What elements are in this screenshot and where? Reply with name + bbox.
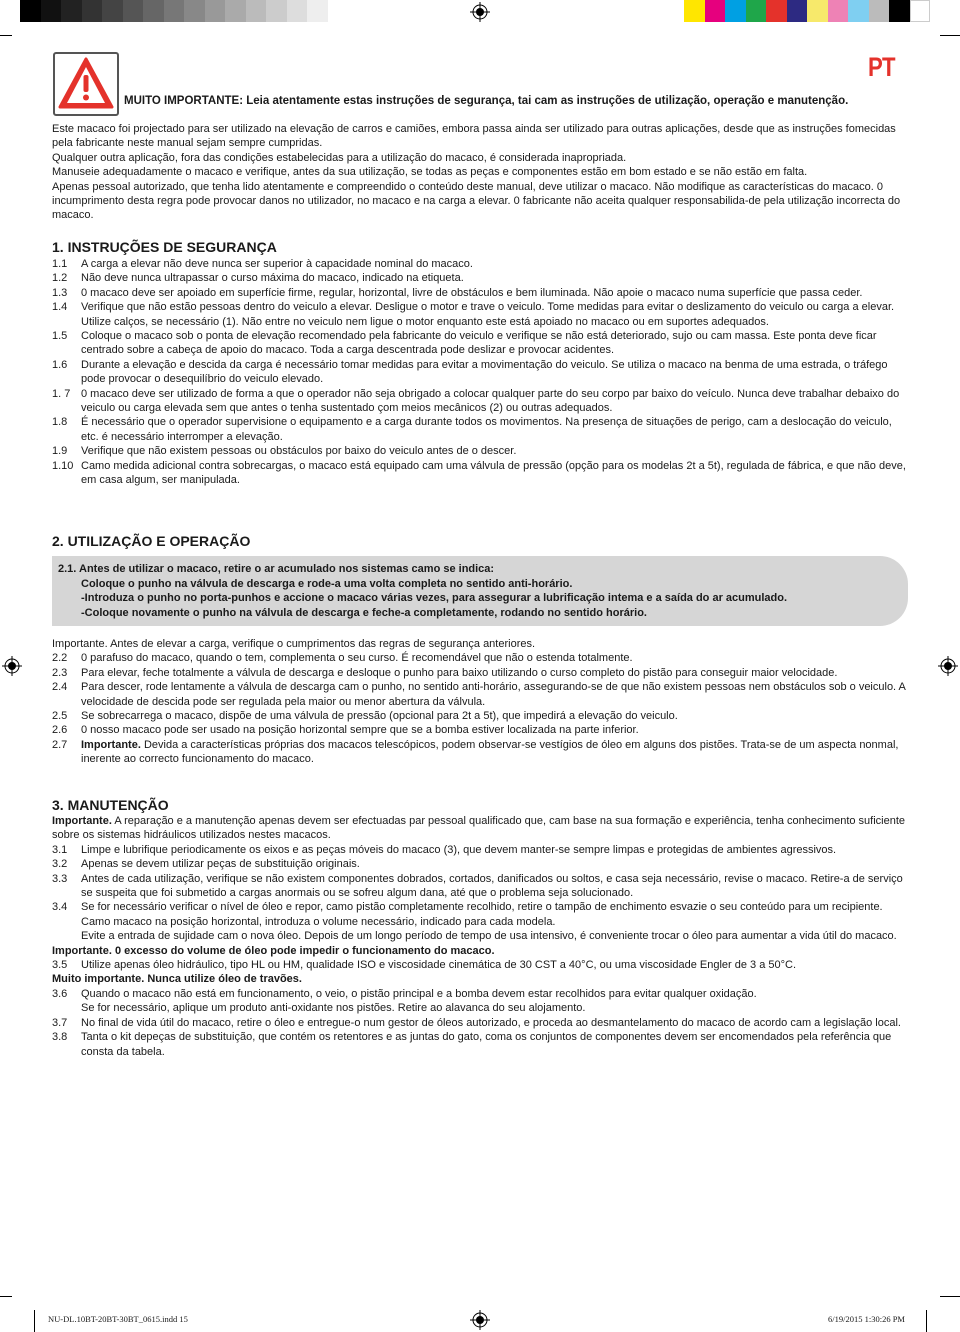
- item-text: 0 macaco deve ser utilizado de forma a que o operador não seja obrigado a colocar qualquer parte do seu corpo par baixo do veículo. Nunca deve trabalhar debaixo do veiculo ou carga elevada sem que antes o tenha sustentado çom meios mecânicos (2) ou outras adequados.: [81, 387, 900, 415]
- registration-mark-icon: [2, 656, 22, 676]
- shaded-line: -Introduza o punho no porta-punhos e accione o macaco várias vezes, para assegurar a lubrificação intema e a saída do ar acumulado.: [81, 592, 788, 605]
- list-item: [52, 358, 910, 387]
- list-item: [52, 929, 910, 943]
- item-text: 0 macaco deve ser apoiado em superfície firme, regular, horizontal, livre de obstáculos e bem iluminada. Não apoie o macaco numa superfície que passa ceder.: [81, 286, 863, 299]
- item-text: Antes de cada utilização, verifique se não existem componentes dobrados, cortados, danificados ou soltos, e casa seja necessário, revise o macaco. Retire-a de serviço se suspeita que foi submetido a cargas anormais ou se sofreu algum dana, até que o problema seja solucionado.: [81, 872, 903, 900]
- list-item: [52, 857, 910, 871]
- shaded-line: -Coloque novamente o punho na válvula de descarga e feche-a completamente, rodando no sentido horário.: [81, 606, 647, 619]
- item-number: 3.3: [52, 872, 68, 885]
- item-text: É necessário que o operador supervisione o equipamento e a carga durante todos os movimentos. Na presença de situações de perigo, cam a deslocação do veiculo, etc. é necessário interromper a elevação.: [81, 416, 892, 443]
- language-label: PT: [868, 52, 895, 82]
- list-item: [52, 444, 910, 458]
- crop-mark: [940, 35, 960, 36]
- item-number: [52, 929, 81, 943]
- cmyk-color-bar: [684, 0, 930, 22]
- item-text: Verifique que não estão pessoas dentro do veiculo a elevar. Desligue o motor e trave o veiculo. Tome medidas para evitar o deslizamento do veiculo ou carga a elevar. Utilize calços, se necessário (1). Não entre no veiculo nem ligue o motor enquanto este está apoiado no macaco ou em suportes adequados.: [81, 301, 895, 328]
- item-number: 2.6: [52, 724, 68, 737]
- registration-mark-icon: [470, 1310, 490, 1330]
- list-item: [52, 900, 910, 929]
- crop-mark: [0, 1296, 12, 1297]
- intro-paragraph: Qualquer outra aplicação, fora das condições estabelecidas para a utilização do macaco, é considerada inapropriada.: [52, 151, 627, 164]
- intro-paragraph: Manuseie adequadamente o macaco e verifique, antes da sua utilização, se todas as peças e componentes estão em bom estado e se não estão em falta.: [52, 166, 808, 179]
- item-number: 3.1: [52, 843, 68, 856]
- item-number: 1. 7: [52, 387, 71, 400]
- list-item: [52, 271, 910, 285]
- item-number: 3.6: [52, 987, 68, 1000]
- item-text: Utilize apenas óleo hidráulico, tipo HL ou HM, qualidade ISO e viscosidade cinemática de 30 CST a 40°C, ou uma viscosidade Engler de 3 a 50°C.: [81, 959, 797, 972]
- item-number: 3.7: [52, 1016, 68, 1029]
- item-text: Devida a características próprias dos macacos telescópicos, podem observar-se vestígios de óleo em alguns dos pistões. Trata-se de um aspecta nonmal, inerente ao correcto funcionamento do macaco.: [81, 738, 899, 766]
- list-item: [52, 958, 910, 972]
- lead-text: A reparação e a manutenção apenas devem ser efectuadas par pessoal qualificado que, cam base na sua formação e experiência, tenha conhecimento suficiente sobre os sistemas hidráulicos utilizados nestes macacos.: [52, 815, 906, 842]
- item-number: 1.6: [52, 358, 68, 371]
- item-text: 0 parafuso do macaco, quando o tem, complementa o seu curso. É recomendável que não o estenda totalmente.: [81, 652, 633, 665]
- list-item: [52, 1030, 910, 1059]
- list-item: [52, 709, 910, 723]
- list-item: [52, 387, 910, 416]
- section-2-list: [52, 637, 910, 767]
- important-notice: MUITO IMPORTANTE: Leia atentamente estas instruções de segurança, tai cam as instruções de utilização, operação e manutenção.: [124, 95, 849, 107]
- warning-triangle-icon: [53, 52, 119, 116]
- item-number: 3.8: [52, 1031, 68, 1044]
- footer-filename: NU-DL.10BT-20BT-30BT_0615.indd 15: [48, 1314, 188, 1324]
- section-3-list: [52, 814, 910, 1059]
- item-number: 1.2: [52, 272, 68, 285]
- item-text: 0 nosso macaco pode ser usado na posição horizontal sempre que se a bomba estiver localizada na parte inferior.: [81, 724, 639, 737]
- intro-block: [52, 122, 910, 223]
- importance-note: Importante. Antes de elevar a carga, verifique o cumprimentos das regras de segurança anteriores.: [52, 638, 536, 650]
- item-number: 2.5: [52, 710, 68, 723]
- registration-mark-icon: [938, 656, 958, 676]
- list-item: [52, 300, 910, 329]
- item-text: Quando o macaco não está em funcionamento, o veio, o pistão principal e a bomba devem estar recolhidos para evitar qualquer oxidação.: [81, 987, 757, 1000]
- list-item: [52, 1001, 910, 1015]
- item-number: 2.3: [52, 666, 68, 679]
- item-text: No final de vida útil do macaco, retire o óleo e entregue-o num gestor de óleos autorizado, e proceda ao desmantelamento do macaco de acordo cam a legislação local.: [81, 1016, 901, 1029]
- item-number: 1.4: [52, 301, 68, 314]
- crop-mark: [0, 35, 12, 36]
- item-text: Para elevar, feche totalmente a válvula de descarga e desloque o punho para baixo utilizando o curso completo do pistão para conseguir maior velocidade.: [81, 666, 838, 679]
- item-text: Coloque o macaco sob o ponta de elevação recomendado pela fabricante do veiculo e verifique se não está deteriorado, sujo ou cam massa. Este ponta deve ficar centrado sobre a cabeça de apoio do macaco. Toda a carga descentrada pode deslizar e provocar acidentes.: [81, 330, 877, 357]
- list-item: [52, 415, 910, 444]
- item-text: Tanta o kit depeças de substituição, que contém os retentores e as juntas do gato, coma os conjuntos de componentes devem ser encomendados pela referência que consta da tabela.: [81, 1031, 892, 1058]
- list-item: [52, 843, 910, 857]
- item-number: 2.2: [52, 652, 68, 665]
- item-text: Se for necessário, aplique um produto anti-oxidante nos pistões. Retire ao alavanca do seu alojamento.: [81, 1002, 586, 1015]
- registration-mark-icon: [470, 2, 490, 22]
- item-bold: Importante.: [81, 738, 141, 751]
- list-item: [52, 329, 910, 358]
- item-text: Durante a elevação e descida da carga é necessário tomar medidas para evitar a movimentação do veiculo. Se utiliza o macaco na benma de uma estrada, o tráfego pode provocar o desequilíbrio do veiculo elevado.: [81, 358, 888, 386]
- item-text: Se sobrecarrega o macaco, dispõe de uma válvula de pressão (opcional para 2t a 5t), que impedirá a elevação do veiculo.: [81, 710, 678, 723]
- item-number: 3.4: [52, 901, 68, 914]
- crop-mark: [926, 1310, 927, 1332]
- item-number: 1.5: [52, 330, 68, 343]
- list-item: [52, 459, 910, 488]
- item-text: Apenas se devem utilizar peças de substituição originais.: [81, 858, 360, 871]
- item-number: [52, 1001, 81, 1015]
- item-text: Se for necessário verificar o nível de óleo e repor, camo pistão completamente recolhido, retire o tampão de enchimento esvazie o seu conteúdo para um recipiente. Camo macaco na posição horizontal, introduza o volume necessário, indicado para cada modela.: [81, 901, 883, 928]
- list-item: [52, 680, 910, 709]
- item-number: 3.2: [52, 858, 68, 871]
- item-number: 1.3: [52, 286, 68, 299]
- intro-paragraph: Apenas pessoal autorizado, que tenha lido atentamente e compreendido o conteúdo deste manual, deve utilizar o macaco. Não modifique as características do macaco. 0 incumprimento desta regra pode provocar danos no utilizador, no macaco e na carga a elevar. 0 fabricante não aceita qualquer responsabilida-de pela utilização incorrecta do macaco.: [52, 180, 901, 222]
- note-bold: Muito importante. Nunca utilize óleo de travões.: [52, 973, 302, 986]
- item-number: 1.10: [52, 459, 74, 472]
- list-item: [52, 1016, 910, 1030]
- item-number: 3.5: [52, 959, 68, 972]
- shaded-line: Coloque o punho na válvula de descarga e rode-a uma volta completa no sentido anti-horário.: [81, 577, 573, 590]
- list-item: [52, 872, 910, 901]
- item-text: A carga a elevar não deve nunca ser superior à capacidade nominal do macaco.: [81, 258, 473, 270]
- item-text: Verifique que não existem pessoas ou obstáculos por baixo do veiculo antes de o descer.: [81, 445, 517, 458]
- list-item: [52, 257, 910, 271]
- section-2-title: 2. UTILIZAÇÃO E OPERAÇÃO: [52, 533, 251, 549]
- crop-mark: [940, 1296, 960, 1297]
- list-item: [52, 723, 910, 737]
- shaded-instruction-text: [58, 562, 898, 620]
- item-number: 2.4: [52, 681, 68, 694]
- list-item: [52, 666, 910, 680]
- item-number: 2.7: [52, 738, 68, 751]
- section-3-title: 3. MANUTENÇÃO: [52, 797, 169, 813]
- item-number: 1.8: [52, 416, 68, 429]
- shaded-lead: 2.1. Antes de utilizar o macaco, retire o ar acumulado nos sistemas camo se indica:: [58, 563, 495, 575]
- intro-paragraph: Este macaco foi projectado para ser utilizado na elevação de carros e camiões, embora passa ainda ser utilizado para outras aplicações, desde que as instruções fomecidas pela fabricante neste manual sejam sempre cumpridas.: [52, 123, 896, 150]
- item-text: Para descer, rode lentamente a válvula de descarga cam o punho, no sentido anti-horário, assegurando-se de que não existem pessoas nem obstáculos sob o veiculo. A velocidade de descida pode ser regulada pela maior ou menor abertura da válvula.: [81, 681, 906, 708]
- lead-bold: Importante.: [52, 815, 112, 827]
- section-1-list: [52, 257, 910, 488]
- list-item: [52, 987, 910, 1001]
- item-text: Camo medida adicional contra sobrecargas, o macaco está equipado cam uma válvula de pressão (opção para os modelas 2t a 5t), regulada de fábrica, e que não deve, em casa algum, ser manipulada.: [81, 459, 906, 487]
- item-text: Não deve nunca ultrapassar o curso máxima do macaco, indicado na etiqueta.: [81, 272, 464, 285]
- note-bold: Importante. 0 excesso do volume de óleo pode impedir o funcionamento do macaco.: [52, 944, 495, 957]
- item-number: 1.9: [52, 445, 68, 458]
- item-text: Evite a entrada de sujidade cam o nova óleo. Depois de um longo período de tempo de usa intensivo, é conveniente trocar o óleo para aumentar a vida útil do macaco.: [81, 930, 897, 943]
- list-item: [52, 286, 910, 300]
- crop-mark: [34, 1310, 35, 1332]
- grayscale-color-bar: [20, 0, 328, 22]
- list-item: [52, 738, 910, 767]
- list-item: [52, 651, 910, 665]
- item-text: Limpe e lubrifique periodicamente os eixos e as peças móveis do macaco (3), que devem manter-se sempre limpas e protegidas de ambientes agressivos.: [81, 843, 837, 856]
- section-1-title: 1. INSTRUÇÕES DE SEGURANÇA: [52, 239, 277, 255]
- footer-timestamp: 6/19/2015 1:30:26 PM: [828, 1314, 905, 1324]
- item-number: 1.1: [52, 258, 68, 270]
